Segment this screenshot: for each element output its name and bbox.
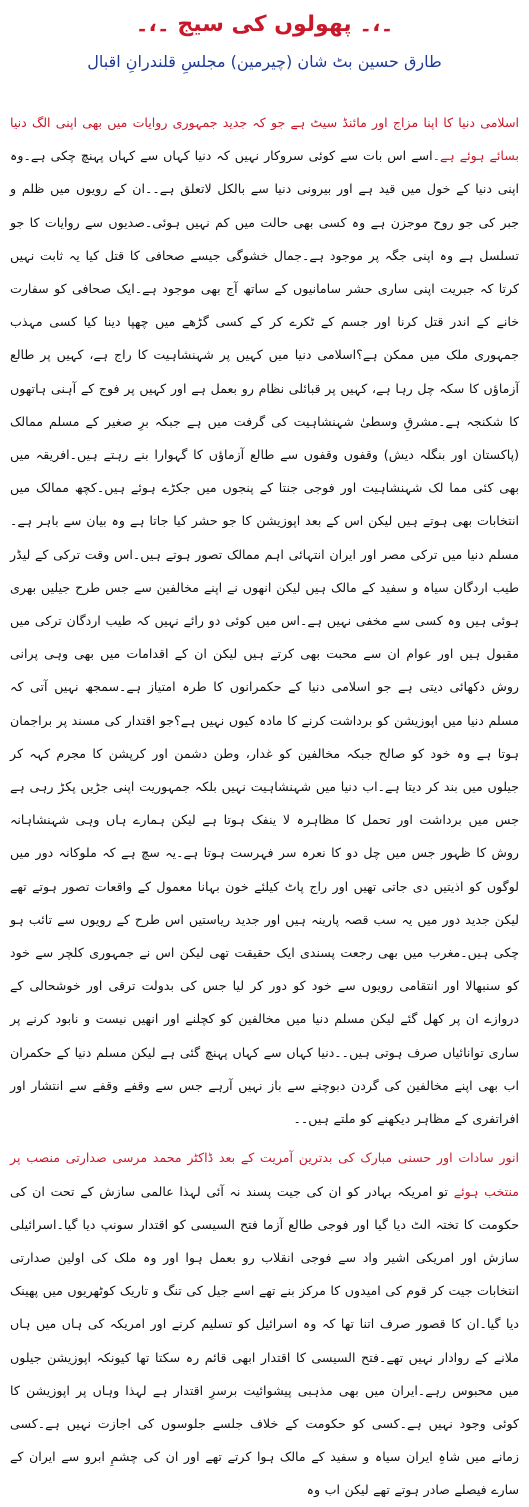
paragraph-1 — [10, 106, 519, 1135]
author-byline: طارق حسین بٹ شان (چیرمین) مجلسِ قلندرانِ اقبال — [87, 52, 442, 71]
paragraph-2-lead: انور سادات اور حسنی مبارک کی بدترین آمریت کے بعد ڈاکٹر محمد مرسی صدارتی منصب پر منتخب ہوئے — [10, 1150, 519, 1199]
paragraph-1-text: اسے اس بات سے کوئی سروکار نہیں کہ دنیا کہاں سے کہاں پہنچ چکی ہے۔وہ اپنی دنیا کے خول میں قید ہے اور بیرونی دنیا سے بالکل لاتعلق ہے۔۔ان کے رویوں میں ظلم و جبر کی جو روح موجزن ہے وہ کسی بھی حالت میں کم نہیں ہوئی۔صدیوں سے روایات کا جو تسلسل ہے وہ اپنی جگہ پر موجود ہے۔جمال خشوگی جیسے صحافی کا قتل کیا یہ ثابت نہیں کرتا کہ جبریت اپنی ساری حشر سامانیوں کے ساتھ آج بھی موجود ہے۔ایک صحافی کو سفارت خانے کے اندر قتل کرنا اور جسم کے ٹکرے کر کے کسی گڑھے میں چھپا دینا کیا کسی مہذب جمہوری ملک میں ممکن ہے؟اسلامی دنیا میں کہیں پر شہنشاہیت کا راج ہے، کہیں پر طالع آزماؤں کا سکہ چل رہا ہے، کہیں پر قبائلی نظام رو بعمل ہے اور کہیں پر فوج کے آہنی ہاتھوں کا شکنجہ ہے۔مشرقِ وسطیٰ شہنشاہیت کی گرفت میں ہے جبکہ برِ صغیر کے مسلم ممالک (پاکستان اور بنگلہ دیش) وقفوں وقفوں سے طالع آزماؤں کا گہوارا بنے رہتے ہیں۔افریقہ میں بھی کئی مما لک شہنشاہیت اور فوجی جنتا کے پنجوں میں جکڑے ہوئے ہیں۔کچھ ممالک میں انتخابات بھی ہوتے ہیں لیکن اس کے بعد اپوزیشن کا جو حشر کیا جاتا ہے وہ بیان سے باہر ہے۔مسلم دنیا میں ترکی مصر اور ایران انتہائی اہم ممالک تصور ہوتے ہیں۔اس وقت ترکی کے لیڈر طیب اردگان سیاہ و سفید کے مالک ہیں لیکن انھوں نے اپنے مخالفین سے جس طرح جیلیں بھری ہوئی ہیں وہ کسی سے مخفی نہیں ہے۔اس میں کوئی دو رائے نہیں کہ طیب اردگان ترکی میں مقبول ہیں اور عوام ان سے محبت بھی کرتے ہیں لیکن ان کے اقدامات میں بھی وہی پرانی روش دکھائی دیتی ہے جو اسلامی دنیا کے حکمرانوں کا طرہ امتیاز ہے۔سمجھ نہیں آتی کہ مسلم دنیا میں اپوزیشن کو برداشت کرنے کا مادہ کیوں نہیں ہے؟جو اقتدار کی مسند پر براجمان ہوتا ہے وہ خود کو صالح جبکہ مخالفین کو غدار، وطن دشمن اور کرپشن کا مجرم کہہ کر جیلوں میں بند کر دیتا ہے۔اب دنیا میں شہنشاہیت نہیں بلکہ جمہوریت اپنی جڑیں پکڑ رہی ہے جس میں برداشت اور تحمل کا مظاہرہ لا ینفک ہوتا ہے لیکن ہمارے ہاں وہی شہنشاہانہ روش کا ظہور جس میں چل دو کا نعرہ سر فہرست ہوتا ہے۔یہ سچ ہے کہ ملوکانہ دور میں لوگوں کو اذیتیں دی جاتی تھیں اور راج پاٹ کیلئے خون بہانا معمول کے واقعات تصور ہوتے تھے لیکن جدید دور میں یہ سب قصہ پارینہ ہیں اور جدید ریاستیں اس طرح کے رویوں سے تائب ہو چکی ہیں۔مغرب میں بھی رجعت پسندی ایک حقیقت تھی لیکن اس نے جمہوری کلچر سے خود کو سنبھالا اور انتقامی رویوں سے خود کو دور کر لیا جس کی بدولت ترقی اور خوشحالی کے دروازے ان پر کھل گئے لیکن مسلم دنیا میں مخالفین کو کچلنے اور انھیں نیست و نابود کرنے پر ساری توانائیاں صرف ہوتی ہیں۔۔دنیا کہاں سے کہاں پہنچ گئی ہے لیکن مسلم دنیا کے حکمران اب بھی اپنے مخالفین کی گردن دبوچنے سے باز نہیں آرہے جس سے وقفے وقفے سے انتشار اور افراتفری کے مظاہر دیکھنے کو ملتے ہیں۔۔ — [10, 148, 519, 1127]
article-title: ۔،۔ پھولوں کی سیج ۔،۔ — [135, 12, 394, 37]
paragraph-1-lead: اسلامی دنیا کا اپنا مزاج اور مائنڈ سیٹ ہے جو کہ جدید جمہوری روایات میں بھی اپنی الگ دنیا بسائے ہوئے ہے۔ — [10, 115, 519, 164]
paragraph-2 — [10, 1141, 519, 1506]
paragraph-2-text: تو امریکہ بہادر کو ان کی جیت پسند نہ آئی لہذا عالمی سازش کے تحت ان کی حکومت کا تختہ الٹ دیا گیا اور فوجی طالع آزما فتح السیسی کو اقتدار سونپ دیا گیا۔اسرائیلی سازش اور امریکی اشیر واد سے فوجی انقلاب رو بعمل ہوا اور وہ ملک کی اولین صدارتی انتخابات جیت کر قوم کی امیدوں کا مرکز بنے تھے اسے جیل کی تنگ و تاریک کوٹھریوں میں پھینک دیا گیا۔ان کا قصور صرف اتنا تھا کہ وہ اسرائیل کو تسلیم کرنے اور امریکہ کی ہاں میں ہاں ملانے کے روادار نہیں تھے۔فتح السیسی کا اقتدار ابھی قائم رہ سکتا تھا کیونکہ اپوزیشن جیلوں میں محبوس رہے۔ایران میں بھی مذہبی پیشوائیت برسرِ اقتدار ہے لہذا وہاں پر اپوزیشن کا کوئی وجود نہیں ہے۔کسی کو حکومت کے خلاف جلسے جلوسوں کی اجازت نہیں ہے۔کسی زمانے میں شاہِ ایران سیاہ و سفید کے مالک ہوا کرتے تھے اور ان کی چشمِ ابرو سے ایران کے سارے فیصلے صادر ہوتے تھے لیکن اب وہ — [10, 1183, 519, 1498]
